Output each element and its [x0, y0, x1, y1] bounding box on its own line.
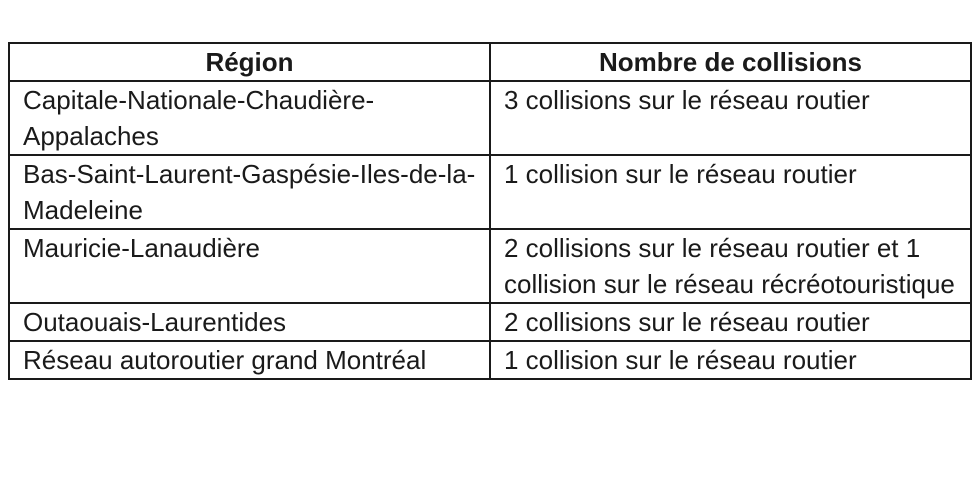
header-region: Région [9, 43, 490, 81]
table-row [9, 303, 971, 341]
header-row [9, 43, 971, 81]
table-row [9, 229, 971, 303]
region-cell: Outaouais-Laurentides [9, 303, 490, 341]
collision-count-cell: 1 collision sur le réseau routier [490, 341, 971, 379]
region-cell: Bas-Saint-Laurent-Gaspésie-Iles-de-la-Madeleine [9, 155, 490, 229]
table-row [9, 155, 971, 229]
table-row [9, 341, 971, 379]
collision-count-cell: 2 collisions sur le réseau routier [490, 303, 971, 341]
region-cell: Mauricie-Lanaudière [9, 229, 490, 303]
collisions-table [8, 42, 972, 380]
region-cell: Capitale-Nationale-Chaudière-Appalaches [9, 81, 490, 155]
header-collision-count: Nombre de collisions [490, 43, 971, 81]
collision-count-cell: 3 collisions sur le réseau routier [490, 81, 971, 155]
collision-count-cell: 2 collisions sur le réseau routier et 1 collision sur le réseau récréotouristique [490, 229, 971, 303]
table-body [9, 81, 971, 379]
region-cell: Réseau autoroutier grand Montréal [9, 341, 490, 379]
collision-count-cell: 1 collision sur le réseau routier [490, 155, 971, 229]
table-row [9, 81, 971, 155]
table-header [9, 43, 971, 81]
